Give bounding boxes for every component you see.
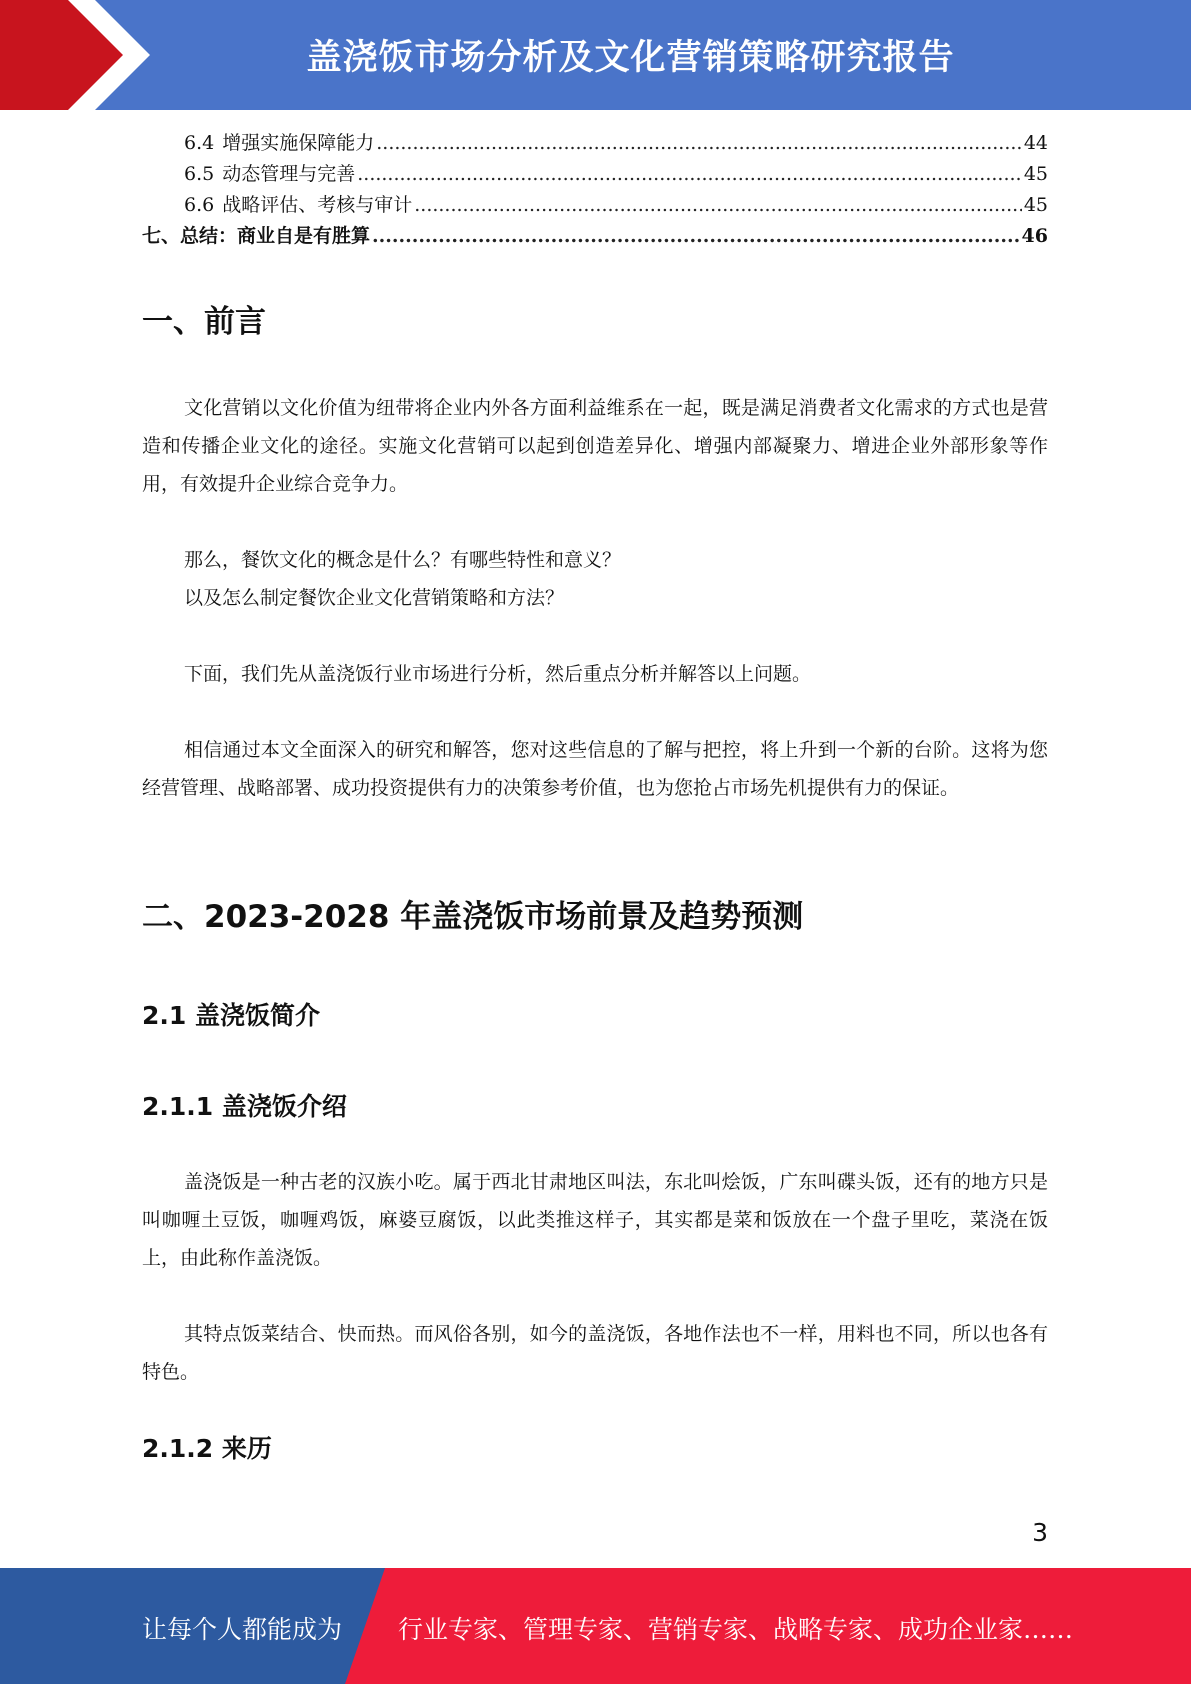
- toc-entry-page: 44: [1023, 132, 1048, 154]
- footer-slogan-left: 让每个人都能成为: [142, 1615, 343, 1644]
- section-2-1-1-heading: 2.1.1 盖浇饭介绍: [142, 1092, 347, 1121]
- toc-entry[interactable]: [142, 159, 1048, 190]
- preface-paragraph-1: 文化营销以文化价值为纽带将企业内外各方面利益维系在一起，既是满足消费者文化需求的方式也是营造和传播企业文化的途径。实施文化营销可以起到创造差异化、增强内部凝聚力、增进企业外部形象等作用，有效提升企业综合竞争力。: [142, 397, 1048, 495]
- toc-entry[interactable]: [142, 128, 1048, 159]
- toc-entry-label: 增强实施保障能力: [222, 132, 375, 154]
- toc-dot-leader: [372, 221, 1020, 252]
- page-number: 3: [1032, 1518, 1048, 1547]
- section-2-1-2-heading: 2.1.2 来历: [142, 1434, 272, 1463]
- section-2-1-1-paragraph-1: 盖浇饭是一种古老的汉族小吃。属于西北甘肃地区叫法，东北叫烩饭，广东叫碟头饭，还有的地方只是叫咖喱土豆饭，咖喱鸡饭，麻婆豆腐饭，以此类推这样子，其实都是菜和饭放在一个盘子里吃，菜浇在饭上，由此称作盖浇饭。: [142, 1171, 1048, 1269]
- section-2-1-heading: 2.1 盖浇饭简介: [142, 1001, 320, 1030]
- page-header: [0, 0, 1191, 110]
- toc-entry-number: 6.4: [184, 132, 215, 154]
- toc-entry[interactable]: [142, 221, 1048, 252]
- toc-entry-label: 七、总结：商业自是有胜算: [142, 225, 371, 247]
- preface-paragraph-3: 相信通过本文全面深入的研究和解答，您对这些信息的了解与把控，将上升到一个新的台阶。这将为您经营管理、战略部署、成功投资提供有力的决策参考价值，也为您抢占市场先机提供有力的保证。: [142, 739, 1048, 799]
- preface-paragraph-2: 下面，我们先从盖浇饭行业市场进行分析，然后重点分析并解答以上问题。: [184, 663, 812, 685]
- toc-entry[interactable]: [142, 190, 1048, 221]
- preface-heading: 一、前言: [142, 304, 266, 340]
- section-2-1-1-paragraph-2: 其特点饭菜结合、快而热。而风俗各别，如今的盖浇饭，各地作法也不一样，用料也不同，所以也各有特色。: [142, 1323, 1048, 1383]
- toc-entry-number: 6.6: [184, 194, 215, 216]
- preface-question-1: 那么，餐饮文化的概念是什么？有哪些特性和意义？: [184, 549, 622, 571]
- footer-slogan-right: 行业专家、管理专家、营销专家、战略专家、成功企业家……: [398, 1615, 1074, 1644]
- toc-entry-page: 45: [1023, 163, 1048, 185]
- toc-entry-label: 战略评估、考核与审计: [222, 194, 413, 216]
- toc-entry-label: 动态管理与完善: [222, 163, 356, 185]
- toc-dot-leader: [414, 190, 1022, 221]
- report-title: 盖浇饭市场分析及文化营销策略研究报告: [306, 38, 955, 78]
- toc-entry-page: 46: [1021, 225, 1048, 247]
- toc-entry-number: 6.5: [184, 163, 215, 185]
- toc-dot-leader: [357, 159, 1022, 190]
- toc-entry-page: 45: [1023, 194, 1048, 216]
- toc-dot-leader: [376, 128, 1022, 159]
- table-of-contents: [142, 128, 1048, 252]
- page-footer: [0, 1568, 1191, 1684]
- section-2-heading: 二、2023-2028 年盖浇饭市场前景及趋势预测: [142, 899, 804, 935]
- preface-question-2: 以及怎么制定餐饮企业文化营销策略和方法？: [184, 587, 565, 609]
